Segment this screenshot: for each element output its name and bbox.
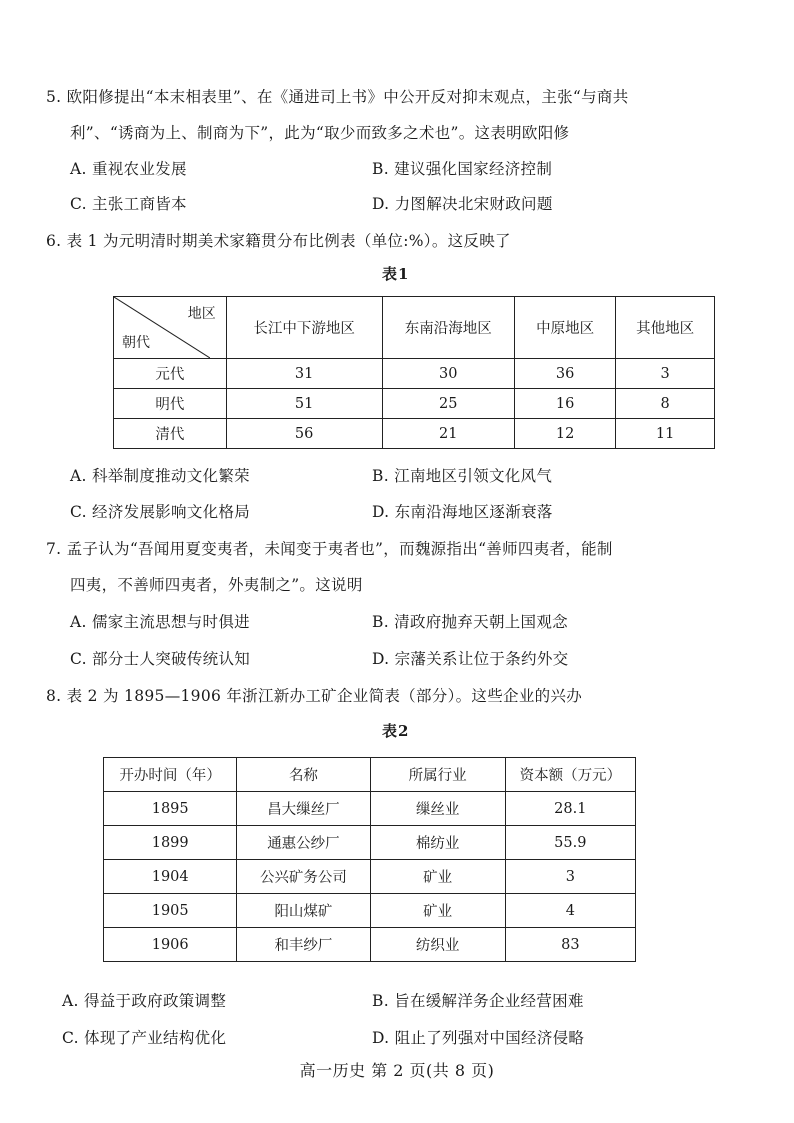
- table1-body: [114, 359, 715, 449]
- table2-cell: 通惠公纱厂: [237, 826, 370, 860]
- table2-cell: 缫丝业: [370, 792, 505, 826]
- q7-option-d: D. 宗藩关系让位于条约外交: [372, 650, 569, 668]
- table1-cell: 3: [616, 359, 715, 389]
- q5-option-d: D. 力图解决北宋财政问题: [372, 195, 553, 213]
- table1-cell: 25: [382, 389, 515, 419]
- table2-header: 名称: [237, 758, 370, 792]
- table1-corner-cell: [114, 297, 227, 359]
- table1-caption: 表1: [382, 265, 410, 283]
- table2-row: [104, 894, 636, 928]
- table2-header: 资本额（万元）: [505, 758, 635, 792]
- table1-cell: 明代: [114, 389, 227, 419]
- q6-option-b: B. 江南地区引领文化风气: [372, 467, 553, 485]
- table2-caption: 表2: [382, 722, 410, 740]
- table1-corner-dynasty-label: 朝代: [122, 335, 150, 351]
- table1-row: [114, 389, 715, 419]
- table1-cell: 8: [616, 389, 715, 419]
- table1-cell: 21: [382, 419, 515, 449]
- table2-row: [104, 826, 636, 860]
- table2-header-row: [104, 758, 636, 792]
- table1-corner-region-label: 地区: [187, 306, 216, 322]
- table1-cell: 31: [226, 359, 382, 389]
- table1-cell: 51: [226, 389, 382, 419]
- q6-option-c: C. 经济发展影响文化格局: [70, 503, 251, 521]
- q7-option-c: C. 部分士人突破传统认知: [70, 650, 251, 668]
- q7-option-b: B. 清政府抛弃天朝上国观念: [372, 613, 568, 631]
- q5-stem-line1: 5. 欧阳修提出“本末相表里”、在《通进司上书》中公开反对抑末观点，主张“与商共: [46, 88, 629, 106]
- table1-cell: 11: [616, 419, 715, 449]
- table2-row: [104, 792, 636, 826]
- table2-cell: 28.1: [505, 792, 635, 826]
- table2-cell: 83: [505, 928, 635, 962]
- table2-cell: 1905: [104, 894, 237, 928]
- table1-cell: 12: [515, 419, 616, 449]
- table2-cell: 矿业: [370, 894, 505, 928]
- table1-cell: 30: [382, 359, 515, 389]
- table1-cell: 16: [515, 389, 616, 419]
- table2-cell: 阳山煤矿: [237, 894, 370, 928]
- table1-cell: 36: [515, 359, 616, 389]
- table1-cell: 56: [226, 419, 382, 449]
- q7-stem-line2: 四夷，不善师四夷者，外夷制之”。这说明: [70, 576, 363, 594]
- table2-header: 开办时间（年）: [104, 758, 237, 792]
- q7-stem-line1: 7. 孟子认为“吾闻用夏变夷者，未闻变于夷者也”，而魏源指出“善师四夷者，能制: [46, 540, 613, 558]
- table2: [103, 757, 636, 962]
- table2-cell: 1906: [104, 928, 237, 962]
- table2-row: [104, 928, 636, 962]
- table1-header: 长江中下游地区: [226, 297, 382, 359]
- table1-cell: 清代: [114, 419, 227, 449]
- page-footer: 高一历史 第 2 页(共 8 页): [299, 1061, 495, 1080]
- table2-cell: 3: [505, 860, 635, 894]
- q8-stem-line1: 8. 表 2 为 1895—1906 年浙江新办工矿企业简表（部分）。这些企业的兴办: [46, 687, 583, 705]
- table2-cell: 4: [505, 894, 635, 928]
- table1-header-row: [114, 297, 715, 359]
- q8-option-d: D. 阻止了列强对中国经济侵略: [372, 1029, 585, 1047]
- table1-row: [114, 359, 715, 389]
- table2-cell: 1895: [104, 792, 237, 826]
- table2-cell: 1899: [104, 826, 237, 860]
- table2-cell: 昌大缫丝厂: [237, 792, 370, 826]
- table2-cell: 和丰纱厂: [237, 928, 370, 962]
- q5-option-c: C. 主张工商皆本: [70, 195, 187, 213]
- table1-cell: 元代: [114, 359, 227, 389]
- table1-header: 中原地区: [515, 297, 616, 359]
- table1: [113, 296, 715, 449]
- table2-cell: 棉纺业: [370, 826, 505, 860]
- q6-stem-line1: 6. 表 1 为元明清时期美术家籍贯分布比例表（单位:%）。这反映了: [46, 232, 511, 250]
- table2-cell: 纺织业: [370, 928, 505, 962]
- q7-option-a: A. 儒家主流思想与时俱进: [70, 613, 250, 631]
- table1-header: 东南沿海地区: [382, 297, 515, 359]
- table2-header: 所属行业: [370, 758, 505, 792]
- table2-cell: 公兴矿务公司: [237, 860, 370, 894]
- q8-option-a: A. 得益于政府政策调整: [62, 992, 227, 1010]
- table2-body: [104, 792, 636, 962]
- table2-cell: 1904: [104, 860, 237, 894]
- q8-option-b: B. 旨在缓解洋务企业经营困难: [372, 992, 584, 1010]
- q8-option-c: C. 体现了产业结构优化: [62, 1029, 227, 1047]
- q6-option-d: D. 东南沿海地区逐渐衰落: [372, 503, 553, 521]
- table1-header: 其他地区: [616, 297, 715, 359]
- q5-option-b: B. 建议强化国家经济控制: [372, 160, 553, 178]
- table2-row: [104, 860, 636, 894]
- table2-cell: 矿业: [370, 860, 505, 894]
- q5-option-a: A. 重视农业发展: [70, 160, 187, 178]
- q6-option-a: A. 科举制度推动文化繁荣: [70, 467, 250, 485]
- table1-row: [114, 419, 715, 449]
- q5-stem-line2: 利”、“诱商为上、制商为下”，此为“取少而致多之术也”。这表明欧阳修: [70, 124, 570, 142]
- table2-cell: 55.9: [505, 826, 635, 860]
